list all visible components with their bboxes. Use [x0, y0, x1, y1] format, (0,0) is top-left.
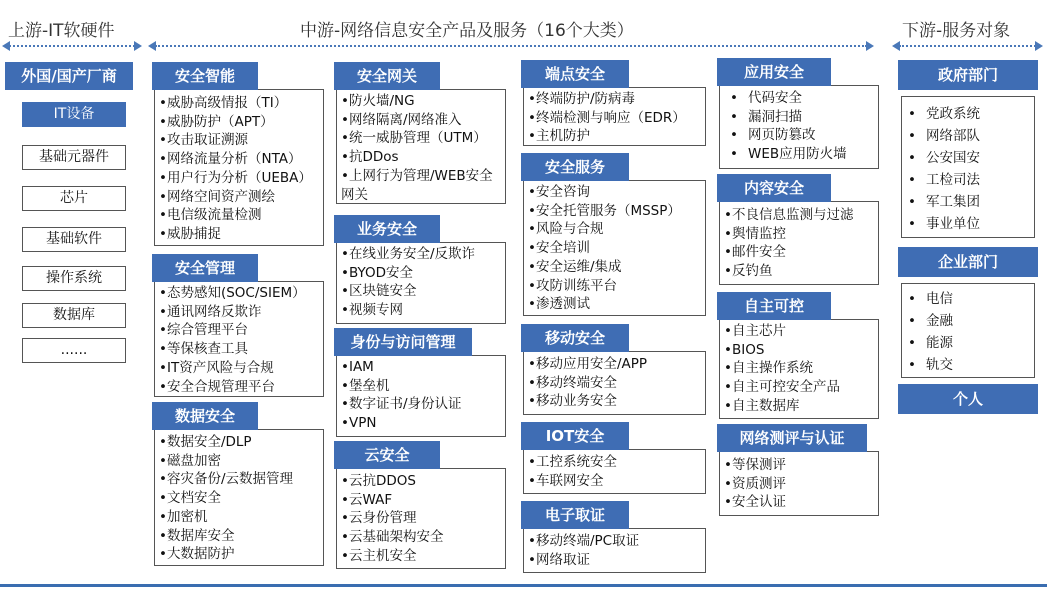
- upstream-item: 基础元器件: [22, 145, 126, 170]
- list-item: • 工检司法: [902, 169, 1034, 191]
- downstream-header-individual: 个人: [898, 384, 1038, 414]
- list-item: • 区块链安全: [337, 282, 505, 301]
- list-item: • 不良信息监测与过滤: [720, 206, 878, 225]
- list-item: • 邮件安全: [720, 243, 878, 262]
- category-header: IOT安全: [521, 422, 629, 450]
- category-header: 安全服务: [521, 153, 629, 181]
- list-item: • 网络隔离/网络准入: [337, 111, 505, 130]
- midstream-arrow-line: [155, 45, 867, 47]
- category-header: 应用安全: [717, 58, 831, 86]
- upstream-item: ......: [22, 338, 126, 363]
- category-header: 移动安全: [521, 324, 629, 352]
- bottom-divider: [0, 584, 1047, 587]
- list-item: • 网络空间资产测绘: [155, 188, 323, 207]
- category-header: 端点安全: [521, 60, 629, 88]
- category-header: 自主可控: [717, 292, 831, 320]
- list-item: • 安全合规管理平台: [155, 378, 323, 397]
- category-header: 安全网关: [334, 62, 440, 90]
- upstream-item: 芯片: [22, 186, 126, 211]
- list-item: • 统一威胁管理（UTM）: [337, 129, 505, 148]
- list-item: • BIOS: [720, 341, 878, 360]
- list-item: • 反钓鱼: [720, 262, 878, 281]
- category-box: [719, 319, 879, 419]
- list-item: • 安全认证: [720, 493, 878, 512]
- category-header: 内容安全: [717, 174, 831, 202]
- list-item: • 云基础架构安全: [337, 528, 505, 547]
- category-box: [719, 201, 879, 285]
- list-item: • 安全培训: [524, 239, 705, 258]
- arrow-right-icon: [134, 41, 142, 51]
- category-box: [523, 351, 706, 415]
- list-item: • 云WAF: [337, 491, 505, 510]
- downstream-title: 下游-服务对象: [902, 21, 1011, 41]
- list-item: • 等保核查工具: [155, 340, 323, 359]
- category-header: 安全智能: [152, 62, 258, 90]
- list-item: • 军工集团: [902, 191, 1034, 213]
- list-item: • 移动应用安全/APP: [524, 355, 705, 374]
- list-item: • 车联网安全: [524, 472, 705, 491]
- category-header: 云安全: [334, 441, 440, 469]
- list-item: • 防火墙/NG: [337, 92, 505, 111]
- category-box: [336, 89, 506, 204]
- list-item: • 主机防护: [524, 127, 705, 146]
- list-item: • 网络部队: [902, 125, 1034, 147]
- list-item: • 数据安全/DLP: [155, 433, 323, 452]
- list-item: • 通讯网络反欺诈: [155, 303, 323, 322]
- list-item: • 等保测评: [720, 456, 878, 475]
- list-item: • 自主可控安全产品: [720, 378, 878, 397]
- list-item: • 数字证书/身份认证: [337, 395, 505, 414]
- list-item: • 终端检测与响应（EDR）: [524, 109, 705, 128]
- upstream-item: IT设备: [22, 102, 126, 127]
- list-item: • 风险与合规: [524, 220, 705, 239]
- list-item: • 能源: [902, 332, 1034, 354]
- enterprise-box: [901, 283, 1035, 378]
- arrow-right-icon: [866, 41, 874, 51]
- list-item: • 云抗DDOS: [337, 472, 505, 491]
- upstream-arrow-line: [9, 45, 135, 47]
- list-item: • 堡垒机: [337, 377, 505, 396]
- list-item: • 自主操作系统: [720, 359, 878, 378]
- category-box: [719, 451, 879, 516]
- upstream-item: 基础软件: [22, 227, 126, 252]
- category-box: [523, 180, 706, 316]
- list-item: • 终端防护/防病毒: [524, 90, 705, 109]
- downstream-header-enterprise: 企业部门: [898, 247, 1038, 277]
- list-item: • 上网行为管理/WEB安全网关: [337, 167, 505, 204]
- list-item: • 公安国安: [902, 147, 1034, 169]
- list-item: • BYOD安全: [337, 264, 505, 283]
- category-box: [523, 87, 706, 146]
- list-item: • 资质测评: [720, 475, 878, 494]
- list-item: • 大数据防护: [155, 545, 323, 564]
- list-item: • 金融: [902, 310, 1034, 332]
- category-box: [154, 89, 324, 246]
- list-item: • 渗透测试: [524, 295, 705, 314]
- list-item: • 安全咨询: [524, 183, 705, 202]
- government-box: [901, 96, 1035, 238]
- list-item: • 用户行为分析（UEBA）: [155, 169, 323, 188]
- list-item: • 云身份管理: [337, 509, 505, 528]
- category-header: 电子取证: [521, 501, 629, 529]
- list-item: • 电信: [902, 288, 1034, 310]
- list-item: • 综合管理平台: [155, 321, 323, 340]
- downstream-arrow-line: [899, 45, 1036, 47]
- list-item: • IT资产风险与合规: [155, 359, 323, 378]
- list-item: • 网络流量分析（NTA）: [155, 150, 323, 169]
- list-item: • WEB应用防火墙: [720, 145, 878, 164]
- list-item: • 轨交: [902, 354, 1034, 376]
- category-box: [336, 242, 506, 324]
- list-item: • 自主芯片: [720, 322, 878, 341]
- list-item: • 视频专网: [337, 301, 505, 320]
- list-item: • 安全托管服务（MSSP）: [524, 202, 705, 221]
- list-item: • 云主机安全: [337, 547, 505, 566]
- category-header: 数据安全: [152, 402, 258, 430]
- list-item: • 加密机: [155, 508, 323, 527]
- list-item: • 移动终端/PC取证: [524, 532, 705, 551]
- upstream-title: 上游-IT软硬件: [8, 21, 115, 41]
- upstream-header: 外国/国产厂商: [5, 62, 133, 90]
- downstream-header-government: 政府部门: [898, 60, 1038, 90]
- category-box: [336, 355, 506, 437]
- category-box: [154, 281, 324, 397]
- category-box: [336, 468, 506, 569]
- list-item: • 党政系统: [902, 103, 1034, 125]
- list-item: • 数据库安全: [155, 527, 323, 546]
- list-item: • 威胁防护（APT）: [155, 113, 323, 132]
- list-item: • 漏洞扫描: [720, 108, 878, 127]
- list-item: • 工控系统安全: [524, 453, 705, 472]
- category-box: [719, 85, 879, 169]
- upstream-item: 数据库: [22, 303, 126, 328]
- list-item: • 在线业务安全/反欺诈: [337, 245, 505, 264]
- list-item: • 移动业务安全: [524, 392, 705, 411]
- category-box: [154, 429, 324, 566]
- list-item: • 移动终端安全: [524, 374, 705, 393]
- list-item: • 安全运维/集成: [524, 258, 705, 277]
- list-item: • 电信级流量检测: [155, 206, 323, 225]
- list-item: • VPN: [337, 414, 505, 433]
- list-item: • 攻击取证溯源: [155, 131, 323, 150]
- list-item: • 代码安全: [720, 89, 878, 108]
- list-item: • 态势感知(SOC/SIEM）: [155, 284, 323, 303]
- category-box: [523, 528, 706, 573]
- category-header: 安全管理: [152, 254, 258, 282]
- arrow-right-icon: [1035, 41, 1043, 51]
- list-item: • 抗DDos: [337, 148, 505, 167]
- list-item: • 自主数据库: [720, 397, 878, 416]
- list-item: • 网络取证: [524, 551, 705, 570]
- list-item: • 文档安全: [155, 489, 323, 508]
- list-item: • 舆情监控: [720, 225, 878, 244]
- list-item: • 威胁高级情报（TI）: [155, 94, 323, 113]
- category-header: 网络测评与认证: [717, 424, 867, 452]
- list-item: • 磁盘加密: [155, 452, 323, 471]
- midstream-title: 中游-网络信息安全产品及服务（16个大类）: [300, 21, 634, 41]
- category-box: [523, 449, 706, 494]
- category-header: 身份与访问管理: [334, 328, 472, 356]
- list-item: • 容灾备份/云数据管理: [155, 470, 323, 489]
- category-header: 业务安全: [334, 215, 440, 243]
- list-item: • 事业单位: [902, 213, 1034, 235]
- list-item: • IAM: [337, 358, 505, 377]
- list-item: • 网页防篡改: [720, 126, 878, 145]
- list-item: • 攻防训练平台: [524, 277, 705, 296]
- list-item: • 威胁捕捉: [155, 225, 323, 244]
- upstream-item: 操作系统: [22, 266, 126, 291]
